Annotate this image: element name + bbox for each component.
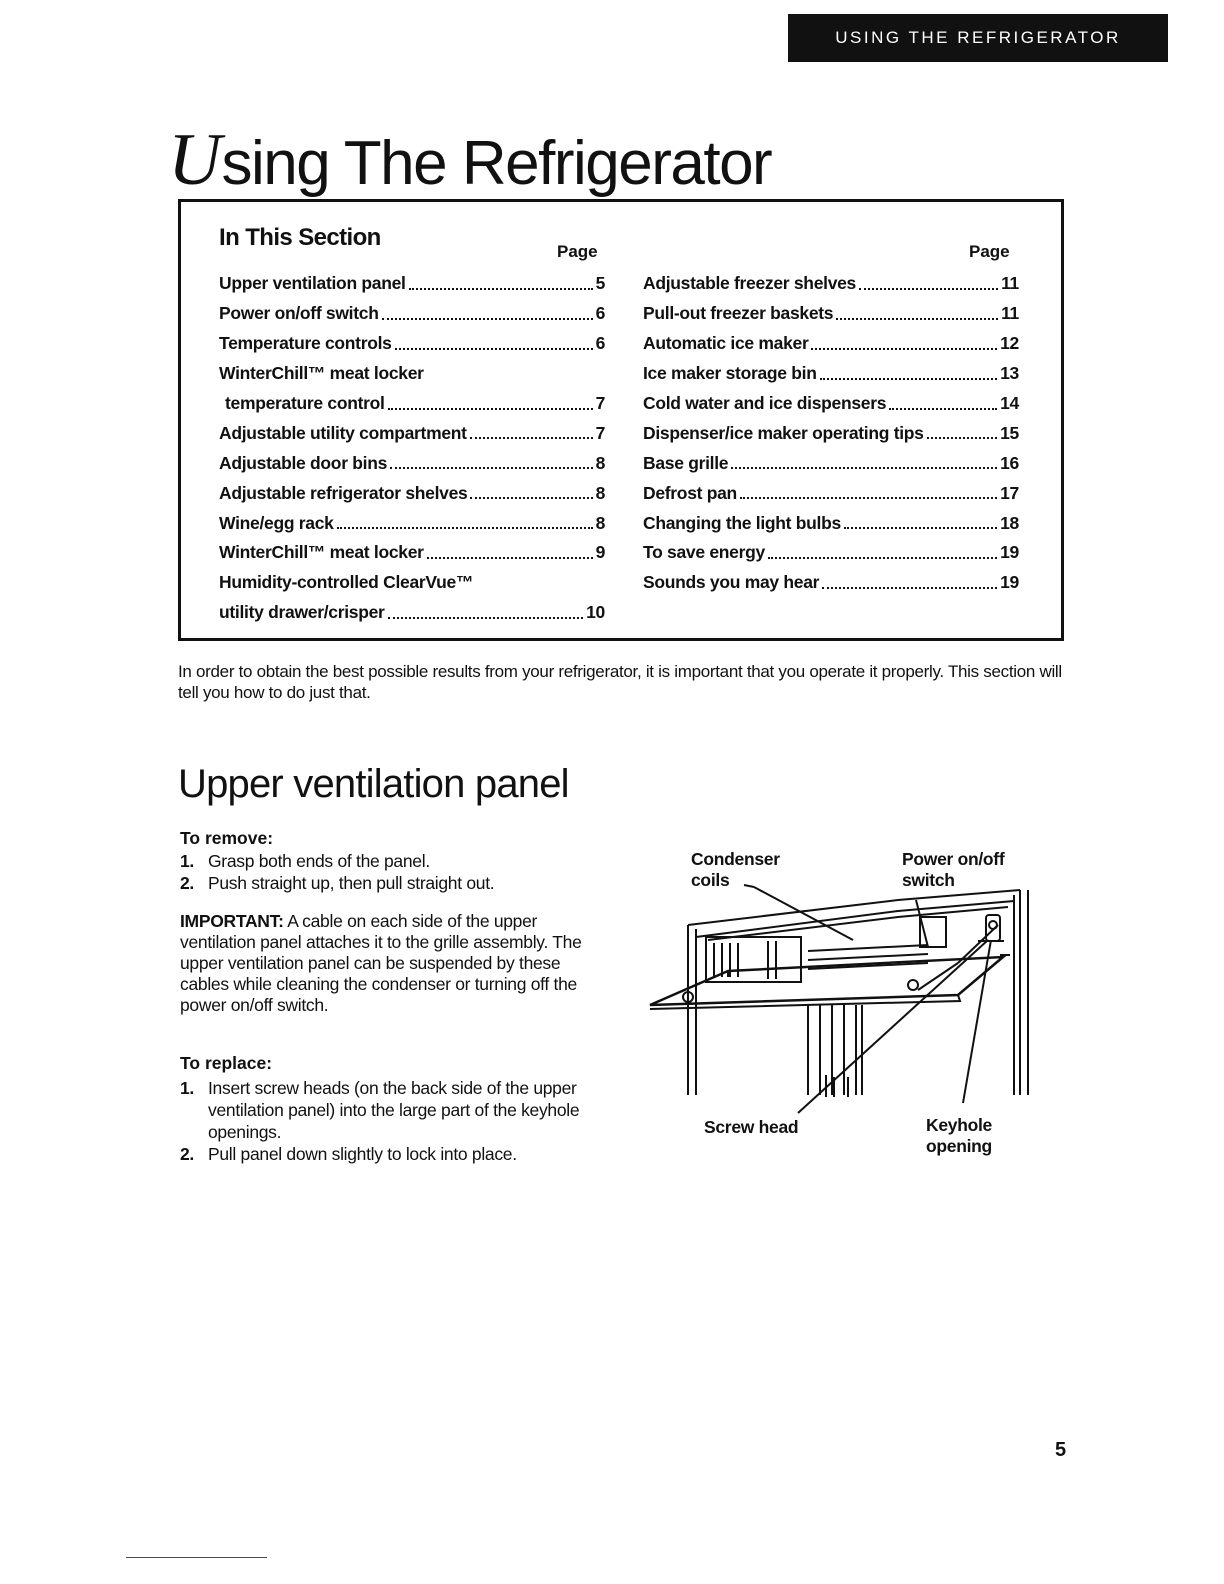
toc-dot-leader — [388, 617, 584, 619]
list-item — [180, 1077, 620, 1143]
toc-entry[interactable] — [643, 568, 1019, 598]
toc-entry-label: temperature control — [225, 393, 385, 413]
toc-dot-leader — [388, 408, 593, 410]
toc-entry-label: Adjustable door bins — [219, 452, 388, 473]
toc-entry-label: Base grille — [643, 452, 729, 473]
toc-dot-leader — [740, 497, 997, 499]
toc-entry-page: 7 — [595, 422, 605, 443]
toc-entry[interactable] — [219, 418, 605, 448]
footer-rule — [126, 1557, 267, 1558]
toc-entry[interactable] — [219, 598, 605, 628]
toc-entry[interactable] — [643, 418, 1019, 448]
toc-entry-label: Temperature controls — [219, 333, 392, 354]
step-number: 1. — [180, 851, 194, 871]
toc-dot-leader — [382, 318, 593, 320]
toc-entry-page: 12 — [1000, 333, 1019, 354]
toc-entry[interactable] — [219, 299, 605, 329]
toc-entry-label: Changing the light bulbs — [643, 512, 841, 533]
toc-entry-label: Ice maker storage bin — [643, 363, 817, 384]
toc-entry-label: Automatic ice maker — [643, 333, 809, 354]
toc-entry[interactable] — [219, 508, 605, 538]
toc-entry-page: 6 — [595, 333, 605, 354]
toc-entry-label: Dispenser/ice maker operating tips — [643, 422, 924, 443]
page-title — [168, 118, 771, 203]
toc-entry[interactable] — [219, 389, 605, 419]
toc-entry[interactable] — [219, 568, 605, 598]
toc-dot-leader — [859, 288, 998, 290]
toc-entry-label: To save energy — [643, 542, 765, 563]
step-number: 1. — [180, 1078, 194, 1098]
page-title-drop-letter: U — [168, 119, 222, 201]
replace-steps-list — [180, 1077, 620, 1165]
step-text: Push straight up, then pull straight out. — [208, 873, 495, 893]
step-number: 2. — [180, 873, 194, 893]
toc-entry-label: Cold water and ice dispensers — [643, 393, 887, 413]
section-header-bar — [788, 14, 1168, 62]
toc-entry-label: utility drawer/crisper — [219, 602, 385, 623]
toc-entry-page: 10 — [586, 602, 605, 623]
step-number: 2. — [180, 1144, 194, 1164]
toc-entry-page: 6 — [595, 303, 605, 324]
toc-dot-leader — [927, 437, 998, 439]
label-line: Condenser — [691, 849, 780, 869]
toc-entry-page: 8 — [595, 512, 605, 533]
toc-entry-label: Sounds you may hear — [643, 572, 820, 593]
important-label: IMPORTANT: — [180, 911, 284, 931]
page-number: 5 — [1055, 1439, 1067, 1461]
label-line: Power on/off — [902, 849, 1005, 869]
replace-heading: To replace: — [180, 1053, 273, 1073]
toc-entry[interactable] — [219, 329, 605, 359]
toc-column-left — [219, 269, 605, 628]
toc-entry-label: Defrost pan — [643, 482, 737, 503]
step-text: Grasp both ends of the panel. — [208, 851, 430, 871]
section-header-label: USING THE REFRIGERATOR — [835, 28, 1121, 47]
toc-dot-leader — [820, 378, 997, 380]
toc-entry-page: 19 — [1000, 542, 1019, 563]
label-line: opening — [926, 1136, 992, 1156]
important-note — [180, 911, 600, 1016]
toc-entry[interactable] — [219, 359, 605, 389]
toc-entry-label: Upper ventilation panel — [219, 273, 406, 294]
toc-entry-page: 13 — [1000, 363, 1019, 384]
list-item — [180, 1143, 620, 1165]
toc-entry-page: 8 — [595, 482, 605, 503]
toc-entry-label: WinterChill™ meat locker — [219, 542, 424, 563]
label-line: Screw head — [704, 1117, 799, 1137]
toc-dot-leader — [470, 497, 592, 499]
toc-entry-label: Adjustable refrigerator shelves — [219, 482, 468, 503]
toc-entry-label: Humidity-controlled ClearVue™ — [219, 572, 474, 593]
label-line: switch — [902, 870, 955, 890]
label-line: coils — [691, 870, 730, 890]
step-text: Pull panel down slightly to lock into place. — [208, 1144, 517, 1164]
toc-dot-leader — [768, 557, 997, 559]
section-title: Upper ventilation panel — [178, 762, 569, 806]
toc-entry[interactable] — [643, 329, 1019, 359]
toc-dot-leader — [822, 587, 997, 589]
toc-entry-page: 7 — [595, 393, 605, 413]
toc-entry-page: 8 — [595, 452, 605, 473]
toc-entry[interactable] — [219, 538, 605, 568]
toc-entry[interactable] — [643, 508, 1019, 538]
step-text: Insert screw heads (on the back side of the upper ventilation panel) into the large part of the keyhole openings. — [208, 1078, 580, 1142]
toc-entry[interactable] — [643, 299, 1019, 329]
toc-dot-leader — [836, 318, 998, 320]
toc-entry-page: 11 — [1001, 303, 1019, 324]
toc-entry-label: Pull-out freezer baskets — [643, 303, 834, 324]
intro-paragraph: In order to obtain the best possible results from your refrigerator, it is important that you operate it properly. This section will tell you how to do just that. — [178, 662, 1062, 702]
toc-entry-page: 17 — [1000, 482, 1019, 503]
toc-entry[interactable] — [643, 448, 1019, 478]
ventilation-panel-diagram — [648, 845, 1048, 1170]
toc-entry[interactable] — [219, 269, 605, 299]
toc-dot-leader — [395, 348, 593, 350]
toc-entry-label: Power on/off switch — [219, 303, 379, 324]
toc-dot-leader — [889, 408, 997, 410]
toc-dot-leader — [811, 348, 997, 350]
toc-entry-page: 9 — [595, 542, 605, 563]
toc-entry[interactable] — [643, 389, 1019, 419]
toc-entry[interactable] — [219, 448, 605, 478]
label-keyhole-opening — [926, 1115, 992, 1157]
toc-heading: In This Section — [219, 224, 381, 251]
label-line: Keyhole — [926, 1115, 992, 1135]
toc-page-label-right: Page — [969, 242, 1010, 261]
toc-entry-page: 19 — [1000, 572, 1019, 593]
toc-column-right — [643, 269, 1019, 598]
toc-entry-page: 16 — [1000, 452, 1019, 473]
toc-page-label-left: Page — [557, 242, 598, 261]
toc-entry-page: 5 — [595, 273, 605, 294]
toc-dot-leader — [427, 557, 593, 559]
toc-entry-page: 15 — [1000, 422, 1019, 443]
toc-dot-leader — [731, 467, 997, 469]
list-item — [180, 850, 620, 872]
remove-heading: To remove: — [180, 828, 274, 848]
toc-dot-leader — [390, 467, 593, 469]
toc-entry[interactable] — [643, 269, 1019, 299]
toc-entry-page: 14 — [1000, 393, 1019, 413]
toc-dot-leader — [337, 527, 593, 529]
toc-entry[interactable] — [219, 478, 605, 508]
toc-entry[interactable] — [643, 359, 1019, 389]
toc-entry-label: Adjustable freezer shelves — [643, 273, 856, 294]
list-item — [180, 872, 620, 894]
page-title-rest: sing The Refrigerator — [221, 129, 772, 198]
label-condenser-coils — [691, 849, 780, 891]
toc-entry-page: 11 — [1001, 273, 1019, 294]
remove-steps-list — [180, 850, 620, 894]
toc-entry-label: WinterChill™ meat locker — [219, 363, 424, 384]
toc-entry[interactable] — [643, 478, 1019, 508]
toc-entry-label: Wine/egg rack — [219, 512, 334, 533]
label-power-switch — [902, 849, 1004, 891]
toc-entry-label: Adjustable utility compartment — [219, 422, 467, 443]
toc-dot-leader — [470, 437, 593, 439]
table-of-contents — [178, 199, 1064, 641]
label-screw-head — [704, 1117, 798, 1138]
toc-dot-leader — [409, 288, 593, 290]
toc-entry[interactable] — [643, 538, 1019, 568]
important-text: A cable on each side of the upper ventilation panel attaches it to the grille assembly. The upper ventilation panel can be suspended by these cables while cleaning the condenser or turning off the power on/off switch. — [180, 911, 582, 1015]
toc-entry-page: 18 — [1000, 512, 1019, 533]
toc-dot-leader — [844, 527, 997, 529]
